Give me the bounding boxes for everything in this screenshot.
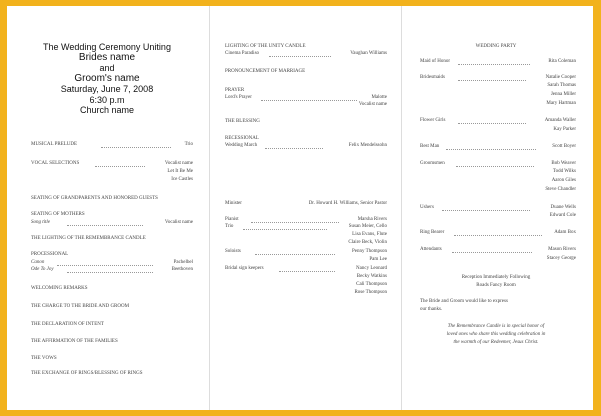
party-member: Scott Boyer <box>552 144 576 149</box>
candle-note-line-1: The Remembrance Candle is in special honor of <box>447 324 545 329</box>
col1-item-value: Vocalist name <box>164 220 193 225</box>
party-role: Flower Girls <box>420 118 446 123</box>
col1-item-label: PROCESSIONAL <box>31 252 69 257</box>
wedding-party-title: WEDDING PARTY <box>475 44 517 49</box>
party-member: Edward Cole <box>549 213 576 218</box>
reception-line-2: Roads Fancy Room <box>476 283 516 288</box>
party-member: Duane Wells <box>550 205 576 210</box>
header-line-7: Church name <box>79 105 135 115</box>
header-line-2: Brides name <box>78 51 136 63</box>
party-member: Kay Parker <box>553 127 576 132</box>
party-role: Ring Bearer <box>420 230 445 235</box>
col1-item-label: THE EXCHANGE OF RINGS/BLESSING OF RINGS <box>31 371 143 376</box>
leader-dots <box>95 165 145 167</box>
col1-item-label: VOCAL SELECTIONS <box>31 161 80 166</box>
party-role: Maid of Honor <box>420 59 450 64</box>
party-member: Bob Weaver <box>551 161 576 166</box>
col1-item-label: SEATING OF MOTHERS <box>31 212 85 217</box>
col2-item-value: Pam Lee <box>369 257 387 262</box>
leader-dots <box>458 122 526 124</box>
thanks-line-2: our thanks. <box>420 307 443 312</box>
col2-item-value: Penny Thompson <box>351 249 387 254</box>
leader-dots <box>458 63 530 65</box>
col1-item-label: Canon <box>31 260 45 265</box>
col2-item-label: Bridal sign keepers <box>225 266 264 271</box>
party-member: Amanda Waller <box>544 118 576 123</box>
col1-item-label: Song title <box>31 220 51 225</box>
col2-item-label: PRONOUNCEMENT OF MARRIAGE <box>225 69 306 74</box>
col2-item-label: LIGHTING OF THE UNITY CANDLE <box>225 44 306 49</box>
col2-item-label: PRAYER <box>225 88 245 93</box>
col2-item-value: Vaughan Williams <box>350 51 387 56</box>
col1-item-label: Ode To Joy <box>31 267 54 272</box>
party-role: Bridesmaids <box>420 75 445 80</box>
party-role: Groomsmen <box>420 161 445 166</box>
col2-item-value: Cali Thompson <box>356 282 387 287</box>
col2-item-label: Pianist <box>225 217 239 222</box>
col1-item-value: Trio <box>184 142 193 147</box>
fold-line-right <box>401 6 402 410</box>
leader-dots <box>269 55 331 57</box>
program-sheet <box>7 6 593 410</box>
col1-item-value: Vocalist name <box>164 161 193 166</box>
party-member: Stacey George <box>546 256 576 261</box>
col2-item-value: Nancy Leonard <box>356 266 387 271</box>
party-member: Mason Rivers <box>548 247 576 252</box>
party-member: Rita Coleman <box>548 59 576 64</box>
party-member: Todd Wilks <box>552 169 576 174</box>
col2-item-value: Dr. Howard H. Williams, Senior Pastor <box>308 201 387 206</box>
col2-item-label: Minister <box>225 201 242 206</box>
ceremony-header <box>7 42 207 116</box>
column-order-of-service <box>7 6 207 410</box>
col1-item-label: MUSICAL PRELUDE <box>31 142 78 147</box>
col2-item-value: Vocalist name <box>358 102 387 107</box>
header-line-1: The Wedding Ceremony Uniting <box>43 42 171 52</box>
party-role: Best Man <box>420 144 440 149</box>
col1-item-label: WELCOMING REMARKS <box>31 286 88 291</box>
col1-item-value: Let It Be Me <box>167 169 193 174</box>
candle-note-line-3: the warmth of our Redeemer, Jesus Christ. <box>453 340 539 345</box>
party-role: Attendants <box>420 247 442 252</box>
col2-item-label: Lord's Prayer <box>225 95 252 100</box>
leader-dots <box>101 146 171 148</box>
leader-dots <box>255 253 335 255</box>
leader-dots <box>57 264 153 266</box>
col1-item-label: THE VOWS <box>31 356 57 361</box>
leader-dots <box>243 228 327 230</box>
col1-item-value: Pachelbel <box>173 260 193 265</box>
col1-item-label: THE AFFIRMATION OF THE FAMILIES <box>31 339 118 344</box>
party-member: Mary Hartman <box>546 101 576 106</box>
col2-item-value: Rose Thompson <box>354 290 387 295</box>
col2-item-value: Becky Watkins <box>356 274 387 279</box>
leader-dots <box>251 221 339 223</box>
col1-item-label: THE CHARGE TO THE BRIDE AND GROOM <box>31 304 130 309</box>
leader-dots <box>265 147 323 149</box>
col2-item-label: Cinema Paradiso <box>225 51 260 56</box>
col1-item-label: THE DECLARATION OF INTENT <box>31 322 104 327</box>
leader-dots <box>442 209 530 211</box>
leader-dots <box>261 99 357 101</box>
reception-line-1: Reception Immediately Following <box>461 275 531 280</box>
header-line-5: Saturday, June 7, 2008 <box>60 84 154 94</box>
column-wedding-party <box>410 6 582 410</box>
party-member: Natalie Cooper <box>545 75 576 80</box>
leader-dots <box>454 234 542 236</box>
candle-note-line-2: loved ones who share this wedding celebration in <box>446 332 546 337</box>
col2-item-value: Claire Beck, Violin <box>348 240 387 245</box>
col2-item-value: Marsha Rivers <box>357 217 387 222</box>
leader-dots <box>452 251 532 253</box>
thanks-line-1: The Bride and Groom would like to express <box>420 299 508 304</box>
header-line-4: Groom's name <box>74 72 140 84</box>
col2-item-value: Malotte <box>371 95 387 100</box>
col2-item-label: Soloists <box>225 249 241 254</box>
col2-item-label: RECESSIONAL <box>225 136 259 141</box>
col2-item-value: Susan Meier, Cello <box>348 224 387 229</box>
col1-item-label: SEATING OF GRANDPARENTS AND HONORED GUESTS <box>31 196 158 201</box>
party-member: Sarah Thomas <box>547 83 576 88</box>
header-line-3: and <box>99 63 115 73</box>
leader-dots <box>446 148 536 150</box>
col1-item-value: Ice Castles <box>171 177 193 182</box>
party-member: Steve Chandler <box>545 187 576 192</box>
leader-dots <box>67 271 153 273</box>
leader-dots <box>67 224 143 226</box>
col1-item-value: Beethoven <box>171 267 193 272</box>
party-member: Adam Box <box>554 230 576 235</box>
party-member: Jenna Miller <box>550 92 576 97</box>
fold-line-left <box>209 6 210 410</box>
party-role: Ushers <box>420 205 434 210</box>
col2-item-value: Lisa Evans, Flute <box>352 232 387 237</box>
col1-item-label: THE LIGHTING OF THE REMEMBRANCE CANDLE <box>31 236 146 241</box>
col2-item-label: Trio <box>225 224 234 229</box>
header-line-6: 6:30 p.m <box>89 94 125 105</box>
leader-dots <box>456 165 534 167</box>
column-ceremony-continued <box>213 6 395 410</box>
leader-dots <box>279 270 335 272</box>
leader-dots <box>458 79 526 81</box>
col2-item-value: Felix Mendelssohn <box>348 143 387 148</box>
col2-item-label: Wedding March <box>225 143 258 148</box>
party-member: Aaron Giles <box>551 178 576 183</box>
col2-item-label: THE BLESSING <box>225 119 260 124</box>
